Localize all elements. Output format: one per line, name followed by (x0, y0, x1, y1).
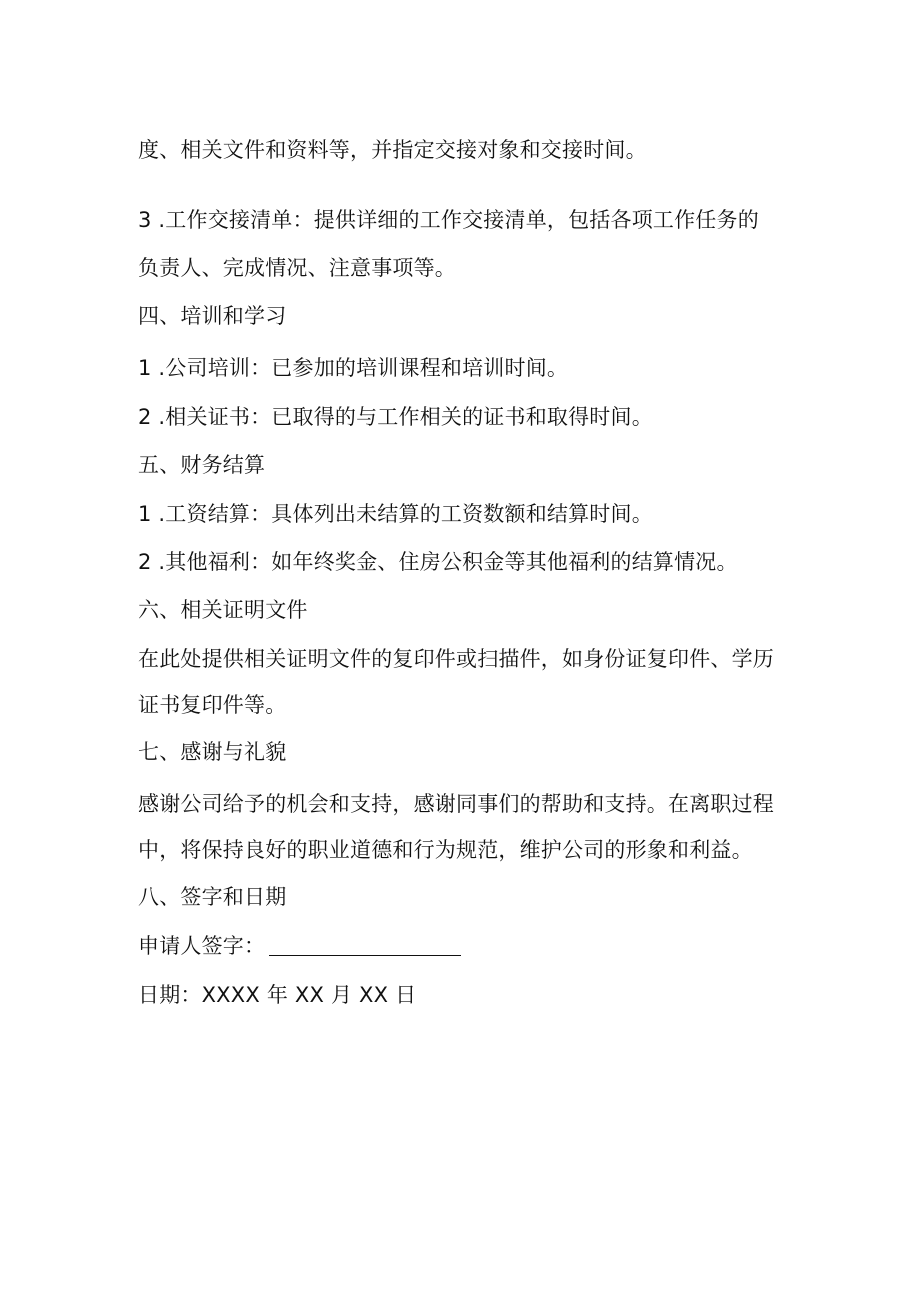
text-line: 感谢公司给予的机会和支持，感谢同事们的帮助和支持。在离职过程 (138, 792, 774, 816)
date-line: 日期：XXXX 年 XX 月 XX 日 (138, 983, 417, 1007)
text-line: 证书复印件等。 (138, 693, 287, 717)
list-item-other-benefits: 2 .其他福利：如年终奖金、住房公积金等其他福利的结算情况。 (138, 550, 738, 574)
list-item-salary-settlement: 1 .工资结算：具体列出未结算的工资数额和结算时间。 (138, 502, 653, 526)
signature-field[interactable] (269, 933, 461, 956)
list-item-certificates: 2 .相关证书：已取得的与工作相关的证书和取得时间。 (138, 405, 653, 429)
text-line: 在此处提供相关证明文件的复印件或扫描件，如身份证复印件、学历 (138, 647, 774, 671)
section-heading-documents: 六、相关证明文件 (138, 598, 308, 622)
signature-row (138, 931, 461, 961)
list-item-handover-checklist: 3 .工作交接清单：提供详细的工作交接清单，包括各项工作任务的 (138, 208, 759, 232)
text-line: 负责人、完成情况、注意事项等。 (138, 256, 456, 280)
section-heading-finance: 五、财务结算 (138, 453, 266, 477)
text-line: 中，将保持良好的职业道德和行为规范，维护公司的形象和利益。 (138, 838, 753, 862)
text-line: 度、相关文件和资料等，并指定交接对象和交接时间。 (138, 138, 647, 162)
list-item-company-training: 1 .公司培训：已参加的培训课程和培训时间。 (138, 356, 569, 380)
signature-label: 申请人签字： (138, 934, 266, 958)
section-heading-signature: 八、签字和日期 (138, 885, 287, 909)
section-heading-training: 四、培训和学习 (138, 304, 287, 328)
section-heading-thanks: 七、感谢与礼貌 (138, 740, 287, 764)
